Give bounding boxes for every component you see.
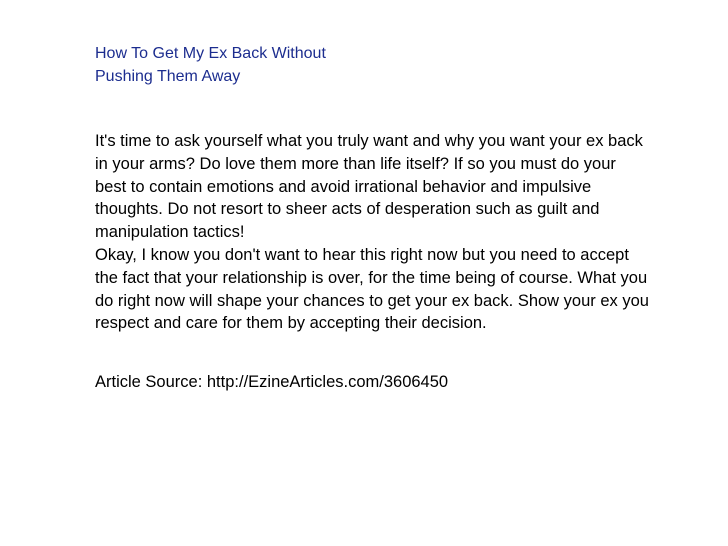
article-body-line: the fact that your relationship is over, for the time being of course. What you: [95, 268, 648, 287]
article-body-line: thoughts. Do not resort to sheer acts of desperation such as guilt and: [95, 200, 600, 219]
article-body-line: It's time to ask yourself what you truly want and why you want your ex back: [95, 132, 643, 150]
article-title-line: How To Get My Ex Back Without: [95, 45, 326, 62]
article-body-line: in your arms? Do love them more than life itself? If so you must do your: [95, 154, 616, 173]
article-body: [95, 130, 728, 335]
article-body-line: respect and care for them by accepting their decision.: [95, 314, 487, 333]
article-title: [95, 42, 515, 88]
article-body-line: Okay, I know you don't want to hear this right now but you need to accept: [95, 245, 629, 264]
article-title-line: Pushing Them Away: [95, 68, 241, 85]
article-body-line: manipulation tactics!: [95, 223, 245, 242]
article-source: Article Source: http://EzineArticles.com/3606450: [95, 373, 449, 391]
article-body-line: do right now will shape your chances to get your ex back. Show your ex you: [95, 291, 649, 310]
article-body-line: best to contain emotions and avoid irrational behavior and impulsive: [95, 177, 592, 196]
